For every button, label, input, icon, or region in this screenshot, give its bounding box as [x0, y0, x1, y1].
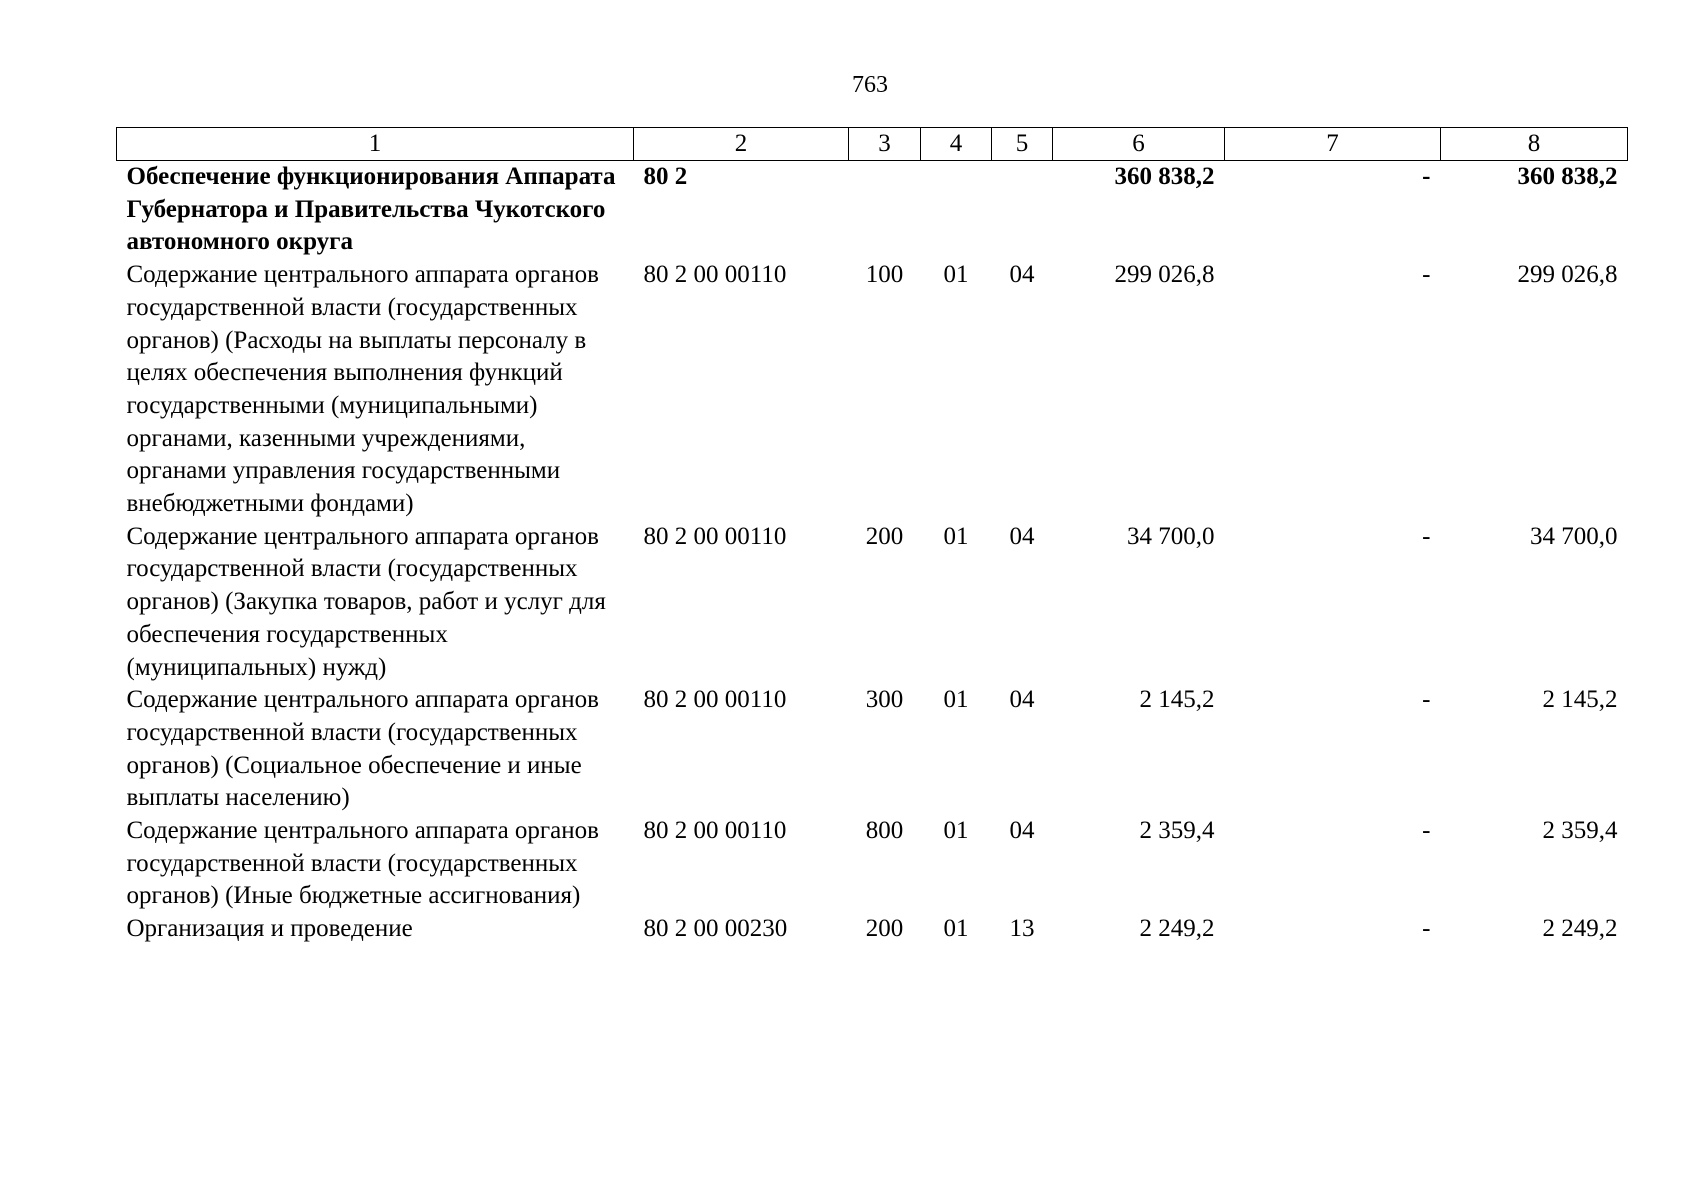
row-amount-6: 34 700,0	[1127, 522, 1215, 550]
row-subsection: 04	[1009, 817, 1035, 845]
row-amount-7: -	[1422, 817, 1431, 845]
table-header	[117, 128, 1628, 161]
row-section: 01	[943, 686, 969, 714]
row-amount-6: 299 026,8	[1114, 261, 1215, 289]
row-target-article: 80 2 00 00110	[643, 522, 787, 550]
row-amount-6: 360 838,2	[1114, 163, 1215, 190]
row-target-article: 80 2 00 00110	[643, 686, 787, 714]
row-amount-8: 2 359,4	[1542, 817, 1618, 845]
row-amount-7: -	[1422, 261, 1431, 289]
header-row	[117, 128, 1628, 161]
row-section: 01	[943, 817, 969, 845]
row-name: Содержание центрального аппарата органов государственной власти (государственных органов) (Расходы на выплаты персоналу в целях обеспечения выполнения функций государственными (муниципальными) органами, казенными учреждениями, органами управления государственными внебюджетными фондами)	[126, 261, 599, 518]
row-amount-8: 34 700,0	[1530, 522, 1618, 550]
row-amount-8: 2 249,2	[1542, 915, 1618, 943]
header-col-8: 8	[1441, 128, 1628, 161]
row-amount-7: -	[1422, 686, 1431, 714]
row-amount-8: 360 838,2	[1517, 163, 1618, 190]
row-target-article: 80 2 00 00110	[643, 817, 787, 845]
row-section: 01	[943, 915, 969, 943]
table-row	[117, 913, 1628, 946]
header-col-6: 6	[1053, 128, 1225, 161]
row-amount-7: -	[1422, 163, 1431, 190]
budget-table	[116, 127, 1628, 946]
row-name: Содержание центрального аппарата органов государственной власти (государственных органов) (Иные бюджетные ассигнования)	[126, 817, 599, 910]
row-expense-type: 200	[865, 915, 904, 943]
table-row	[117, 161, 1628, 260]
row-subsection: 04	[1009, 522, 1035, 550]
row-target-article: 80 2 00 00230	[643, 915, 788, 943]
row-name: Содержание центрального аппарата органов государственной власти (государственных органов) (Социальное обеспечение и иные выплаты населению)	[126, 686, 599, 812]
row-subsection	[992, 161, 1053, 260]
table-row	[117, 521, 1628, 685]
row-name: Организация и проведение	[126, 915, 413, 943]
row-expense-type: 100	[865, 261, 904, 289]
header-col-3: 3	[849, 128, 921, 161]
row-amount-6: 2 249,2	[1139, 915, 1215, 943]
row-section: 01	[943, 261, 969, 289]
row-expense-type: 300	[865, 686, 904, 714]
row-target-article: 80 2	[643, 163, 688, 190]
row-amount-6: 2 145,2	[1139, 686, 1215, 714]
header-col-1: 1	[117, 128, 634, 161]
header-col-4: 4	[921, 128, 992, 161]
page-number: 763	[852, 72, 888, 98]
header-col-2: 2	[634, 128, 849, 161]
row-amount-7: -	[1422, 522, 1431, 550]
row-amount-8: 299 026,8	[1517, 261, 1618, 289]
row-section	[921, 161, 992, 260]
row-subsection: 04	[1009, 261, 1035, 289]
row-name: Содержание центрального аппарата органов государственной власти (государственных органов) (Закупка товаров, работ и услуг для обеспечения государственных (муниципальных) нужд)	[126, 522, 606, 681]
table-row	[117, 684, 1628, 815]
row-section: 01	[943, 522, 969, 550]
row-target-article: 80 2 00 00110	[643, 261, 787, 289]
row-subsection: 13	[1009, 915, 1035, 943]
row-name: Обеспечение функционирования Аппарата Губернатора и Правительства Чукотского автономного округа	[126, 163, 616, 256]
row-expense-type: 800	[865, 817, 904, 845]
table-body	[117, 161, 1628, 946]
row-subsection: 04	[1009, 686, 1035, 714]
row-amount-8: 2 145,2	[1542, 686, 1618, 714]
table-row	[117, 815, 1628, 913]
header-col-5: 5	[992, 128, 1053, 161]
row-expense-type: 200	[865, 522, 904, 550]
row-amount-6: 2 359,4	[1139, 817, 1215, 845]
row-expense-type	[849, 161, 921, 260]
header-col-7: 7	[1225, 128, 1441, 161]
table-row	[117, 259, 1628, 521]
row-amount-7: -	[1422, 915, 1431, 943]
